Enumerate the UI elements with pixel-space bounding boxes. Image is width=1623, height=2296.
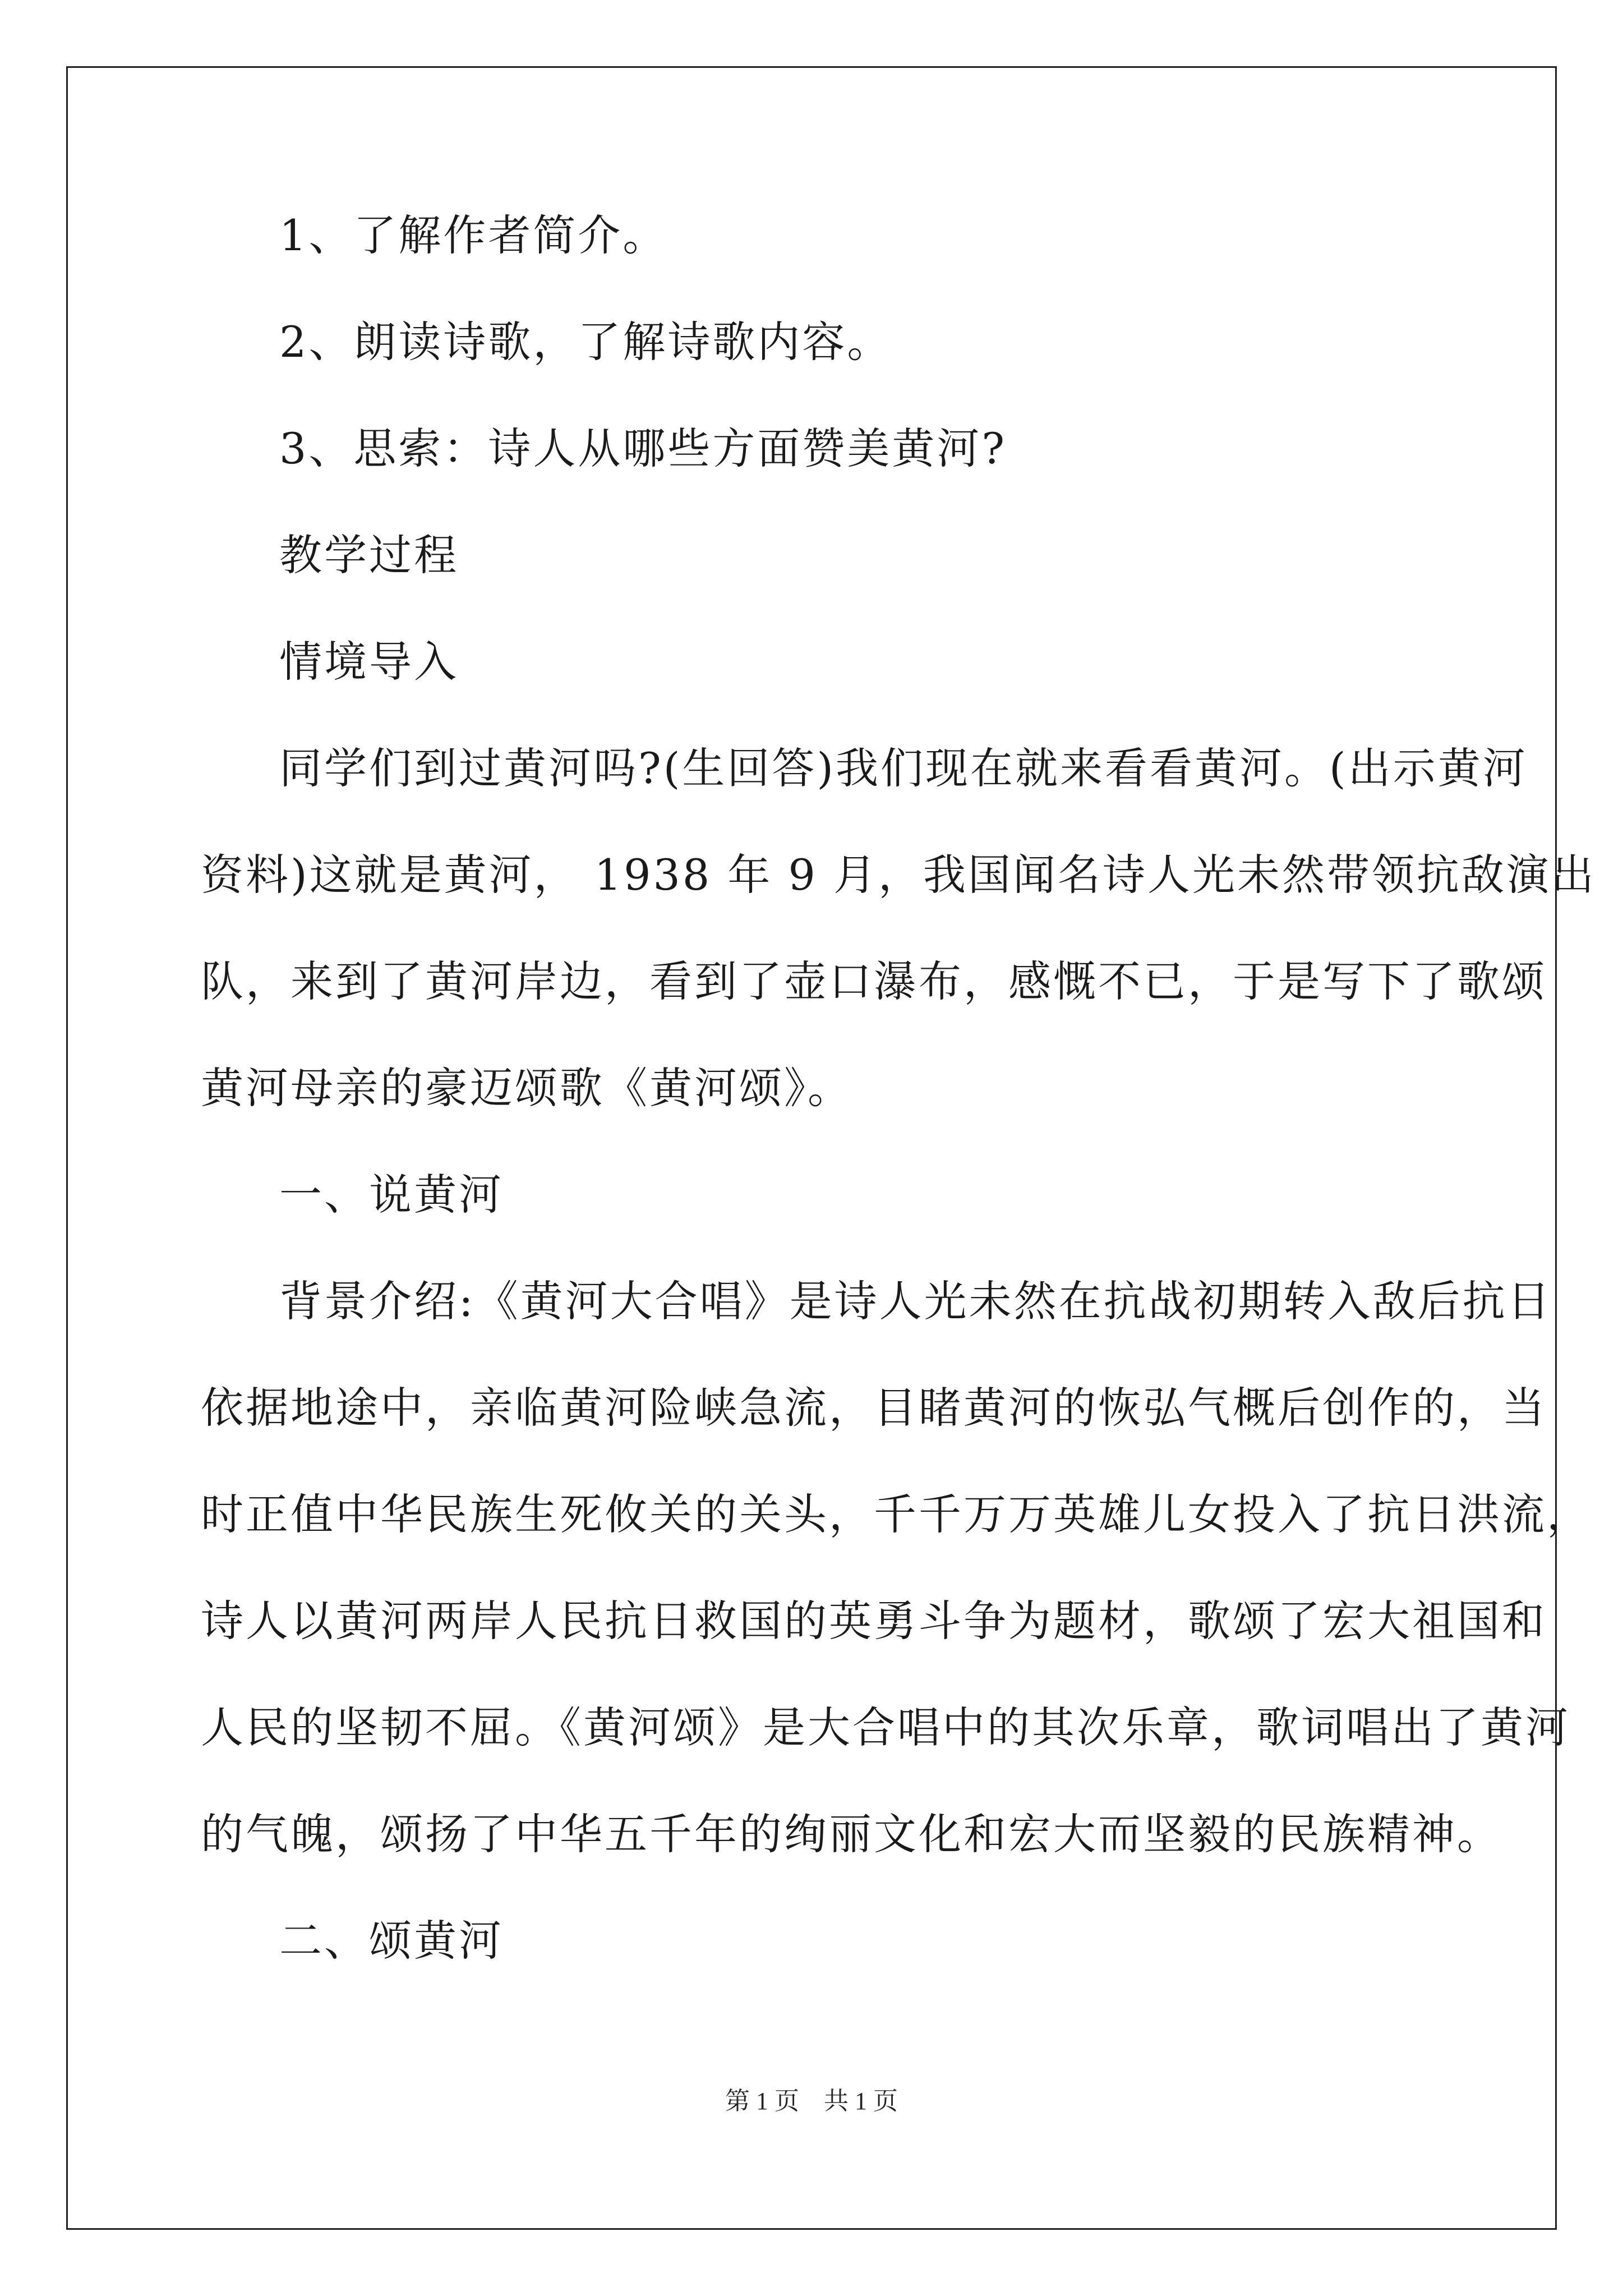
background-paragraph-line: 人民的坚韧不屈。《黄河颂》是大合唱中的其次乐章，歌词唱出了黄河 [201, 1703, 1570, 1752]
intro-paragraph-line: 黄河母亲的豪迈颂歌《黄河颂》。 [201, 1063, 852, 1113]
background-paragraph-line: 的气魄，颂扬了中华五千年的绚丽文化和宏大而坚毅的民族精神。 [201, 1809, 1502, 1859]
intro-paragraph-line: 资料)这就是黄河， 1938 年 9 月，我国闻名诗人光未然带领抗敌演出 [201, 850, 1597, 900]
section-heading-2: 二、颂黄河 [279, 1916, 504, 1966]
objective-1: 1、了解作者简介。 [279, 210, 668, 260]
heading-situation-intro: 情境导入 [279, 637, 459, 687]
background-paragraph-line: 依据地途中，亲临黄河险峡急流，目睹黄河的恢弘气概后创作的，当 [201, 1383, 1547, 1433]
intro-paragraph-line: 同学们到过黄河吗?(生回答)我们现在就来看看黄河。(出示黄河 [279, 743, 1528, 793]
section-heading-1: 一、说黄河 [279, 1170, 504, 1220]
background-paragraph-line: 背景介绍:《黄河大合唱》是诗人光未然在抗战初期转入敌后抗日 [279, 1276, 1552, 1326]
intro-paragraph-line: 队，来到了黄河岸边，看到了壶口瀑布，感慨不已，于是写下了歌颂 [201, 956, 1547, 1006]
objective-3: 3、思索：诗人从哪些方面赞美黄河? [279, 424, 1007, 473]
objective-2: 2、朗读诗歌，了解诗歌内容。 [279, 317, 892, 367]
background-paragraph-line: 时正值中华民族生死攸关的关头，千千万万英雄儿女投入了抗日洪流， [201, 1489, 1592, 1539]
page-number-footer: 第 1 页 共 1 页 [725, 2087, 898, 2115]
background-paragraph-line: 诗人以黄河两岸人民抗日救国的英勇斗争为题材，歌颂了宏大祖国和 [201, 1596, 1547, 1646]
page-border [66, 66, 1557, 2230]
heading-teaching-process: 教学过程 [279, 530, 459, 580]
